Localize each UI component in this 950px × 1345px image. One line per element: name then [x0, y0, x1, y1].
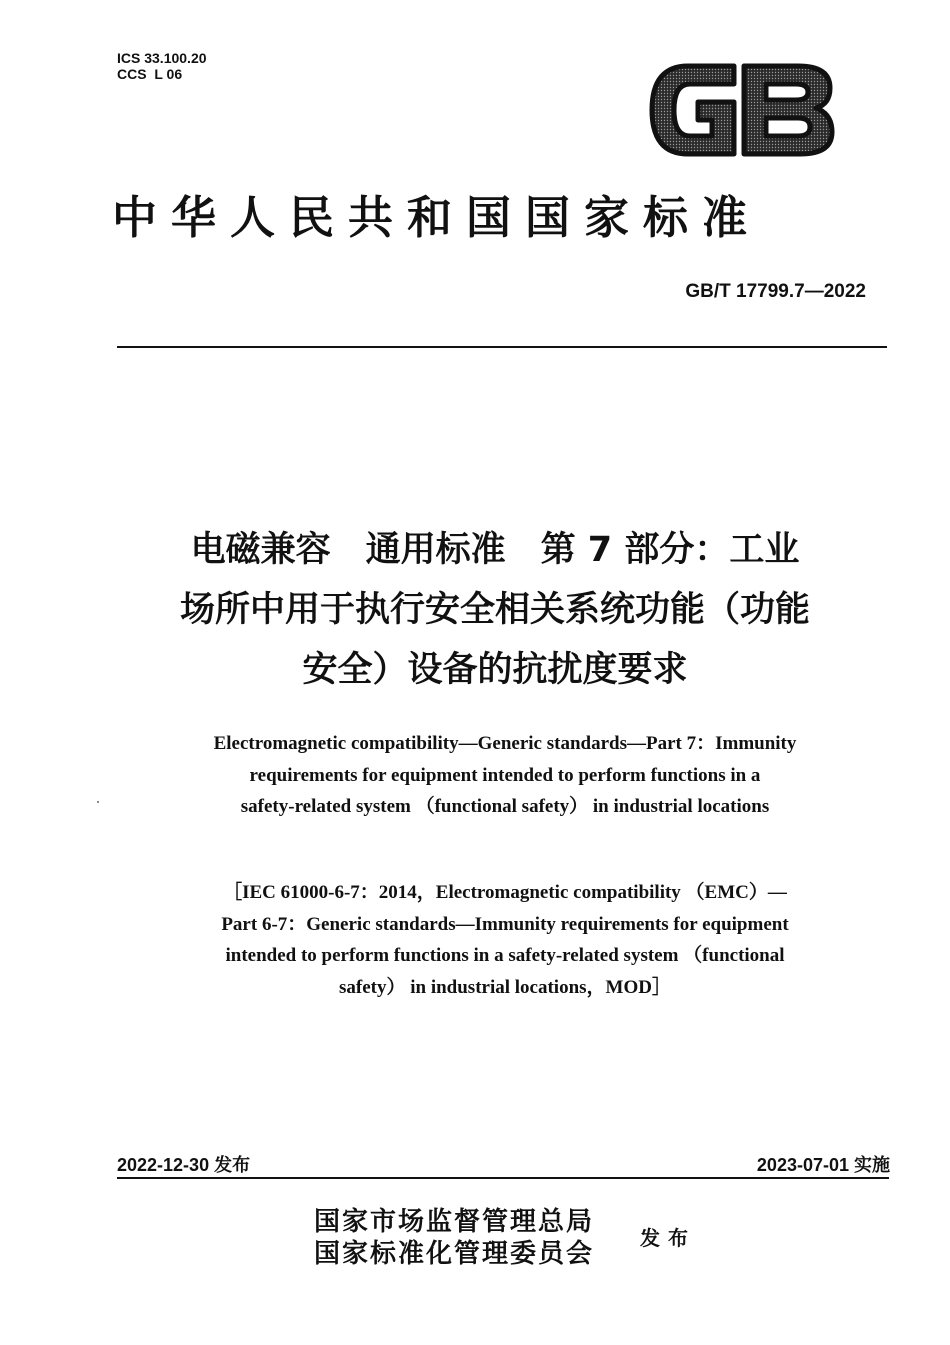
iec-reference	[100, 877, 910, 1003]
issuer-samr: 国家市场监督管理总局	[314, 1207, 595, 1237]
national-standard-title: 中华人民共和国国家标准	[112, 191, 762, 244]
issuing-bodies	[314, 1206, 594, 1270]
chinese-title-line-3: 安全）设备的抗扰度要求	[302, 650, 688, 690]
standard-number: GB/T 17799.7—2022	[685, 281, 866, 302]
english-title-line-2: requirements for equipment intended to perform functions in a	[249, 764, 761, 786]
iec-reference-line-2: Part 6-7：Generic standards—Immunity requirements for equipment	[221, 913, 789, 935]
issue-date: 2022-12-30 发布	[117, 1155, 251, 1175]
implementation-date: 2023-07-01 实施	[756, 1155, 890, 1175]
gb-logo-graphic	[648, 62, 836, 158]
footer-divider	[117, 1177, 889, 1179]
gb-logo	[648, 62, 836, 158]
chinese-title-line-2: 场所中用于执行安全相关系统功能（功能	[179, 590, 810, 630]
english-title-line-1: Electromagnetic compatibility—Generic standards—Part 7：Immunity	[213, 733, 797, 754]
ics-code: ICS 33.100.20	[117, 50, 207, 66]
issue-label: 发布	[640, 1226, 696, 1250]
chinese-title	[100, 520, 890, 700]
scan-speck	[97, 801, 99, 803]
english-title	[100, 728, 910, 823]
chinese-title-line-1: 电磁兼容 通用标准 第 7 部分：工业	[190, 530, 800, 570]
english-title-line-3: safety-related system （functional safety） in industrial locations	[240, 796, 770, 817]
iec-reference-line-4: safety） in industrial locations，MOD］	[339, 976, 671, 998]
header-divider	[117, 346, 887, 348]
classification-codes	[117, 50, 207, 82]
iec-reference-line-1: ［IEC 61000-6-7：2014，Electromagnetic compatibility （EMC）—	[223, 882, 787, 903]
ccs-code: CCS L 06	[117, 66, 183, 82]
iec-reference-line-3: intended to perform functions in a safety-related system （functional	[225, 945, 785, 966]
issuer-sac: 国家标准化管理委员会	[314, 1239, 595, 1269]
